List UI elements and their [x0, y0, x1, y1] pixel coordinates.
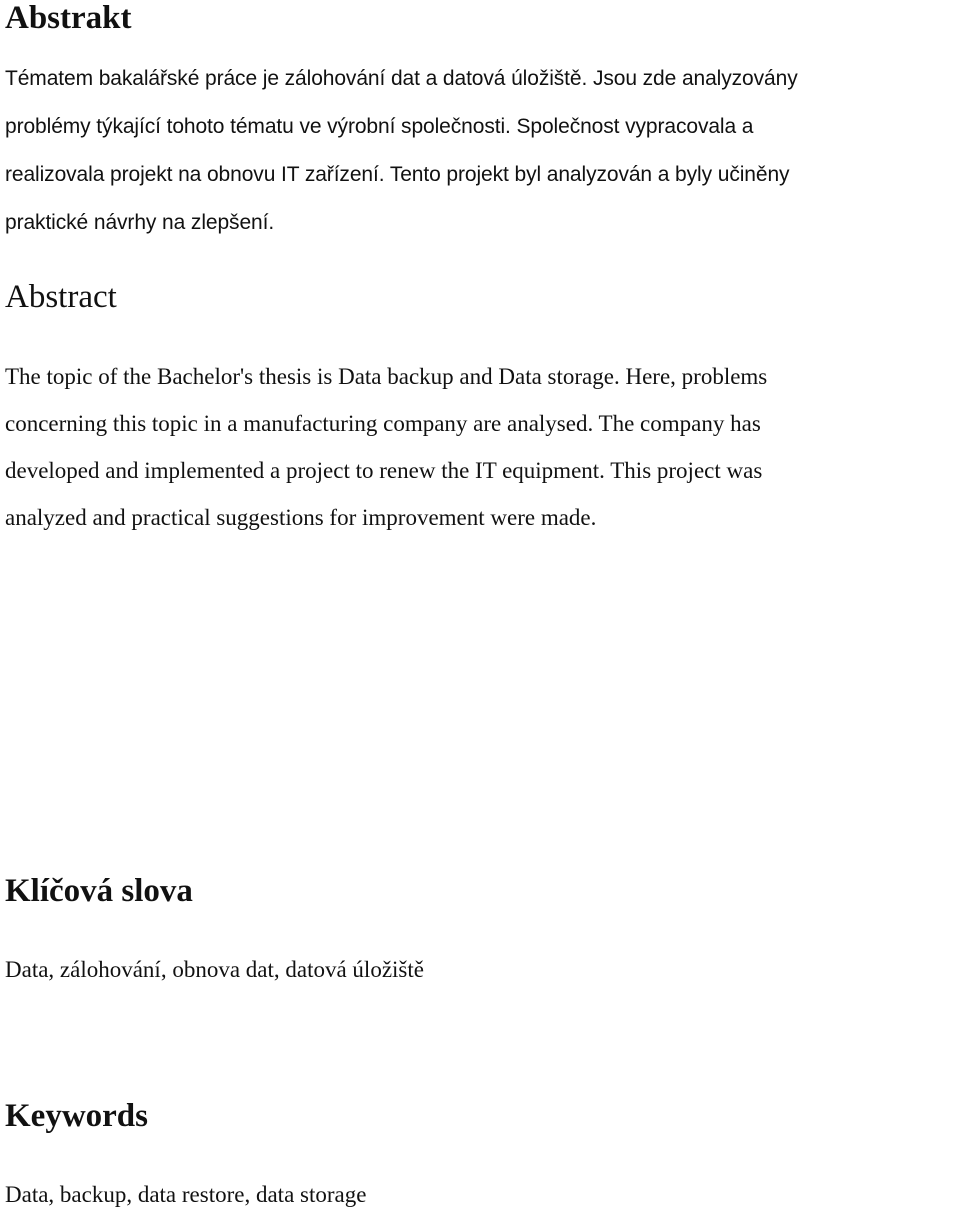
- keywords-text: Data, backup, data restore, data storage: [5, 1182, 367, 1207]
- abstrakt-paragraph: [5, 55, 960, 247]
- abstract-line: developed and implemented a project to renew the IT equipment. This project was: [5, 458, 763, 483]
- abstrakt-line: problémy týkající tohoto tématu ve výrobní společnosti. Společnost vypracovala a: [5, 115, 754, 138]
- abstrakt-line: praktické návrhy na zlepšení.: [5, 211, 275, 234]
- klicova-slova-heading: Klíčová slova: [5, 873, 193, 909]
- abstract-line: analyzed and practical suggestions for improvement were made.: [5, 505, 597, 530]
- abstrakt-line: Tématem bakalářské práce je zálohování dat a datová úložiště. Jsou zde analyzovány: [5, 67, 798, 90]
- abstrakt-heading: Abstrakt: [5, 0, 132, 36]
- abstract-heading: Abstract: [5, 279, 117, 315]
- abstract-line: concerning this topic in a manufacturing company are analysed. The company has: [5, 411, 761, 436]
- keywords-heading: Keywords: [5, 1098, 148, 1134]
- abstract-line: The topic of the Bachelor's thesis is Data backup and Data storage. Here, problems: [5, 364, 768, 389]
- klicova-slova-text: Data, zálohování, obnova dat, datová úložiště: [5, 957, 424, 982]
- abstrakt-line: realizovala projekt na obnovu IT zařízení. Tento projekt byl analyzován a byly učiněny: [5, 163, 790, 186]
- abstract-paragraph: [5, 353, 960, 541]
